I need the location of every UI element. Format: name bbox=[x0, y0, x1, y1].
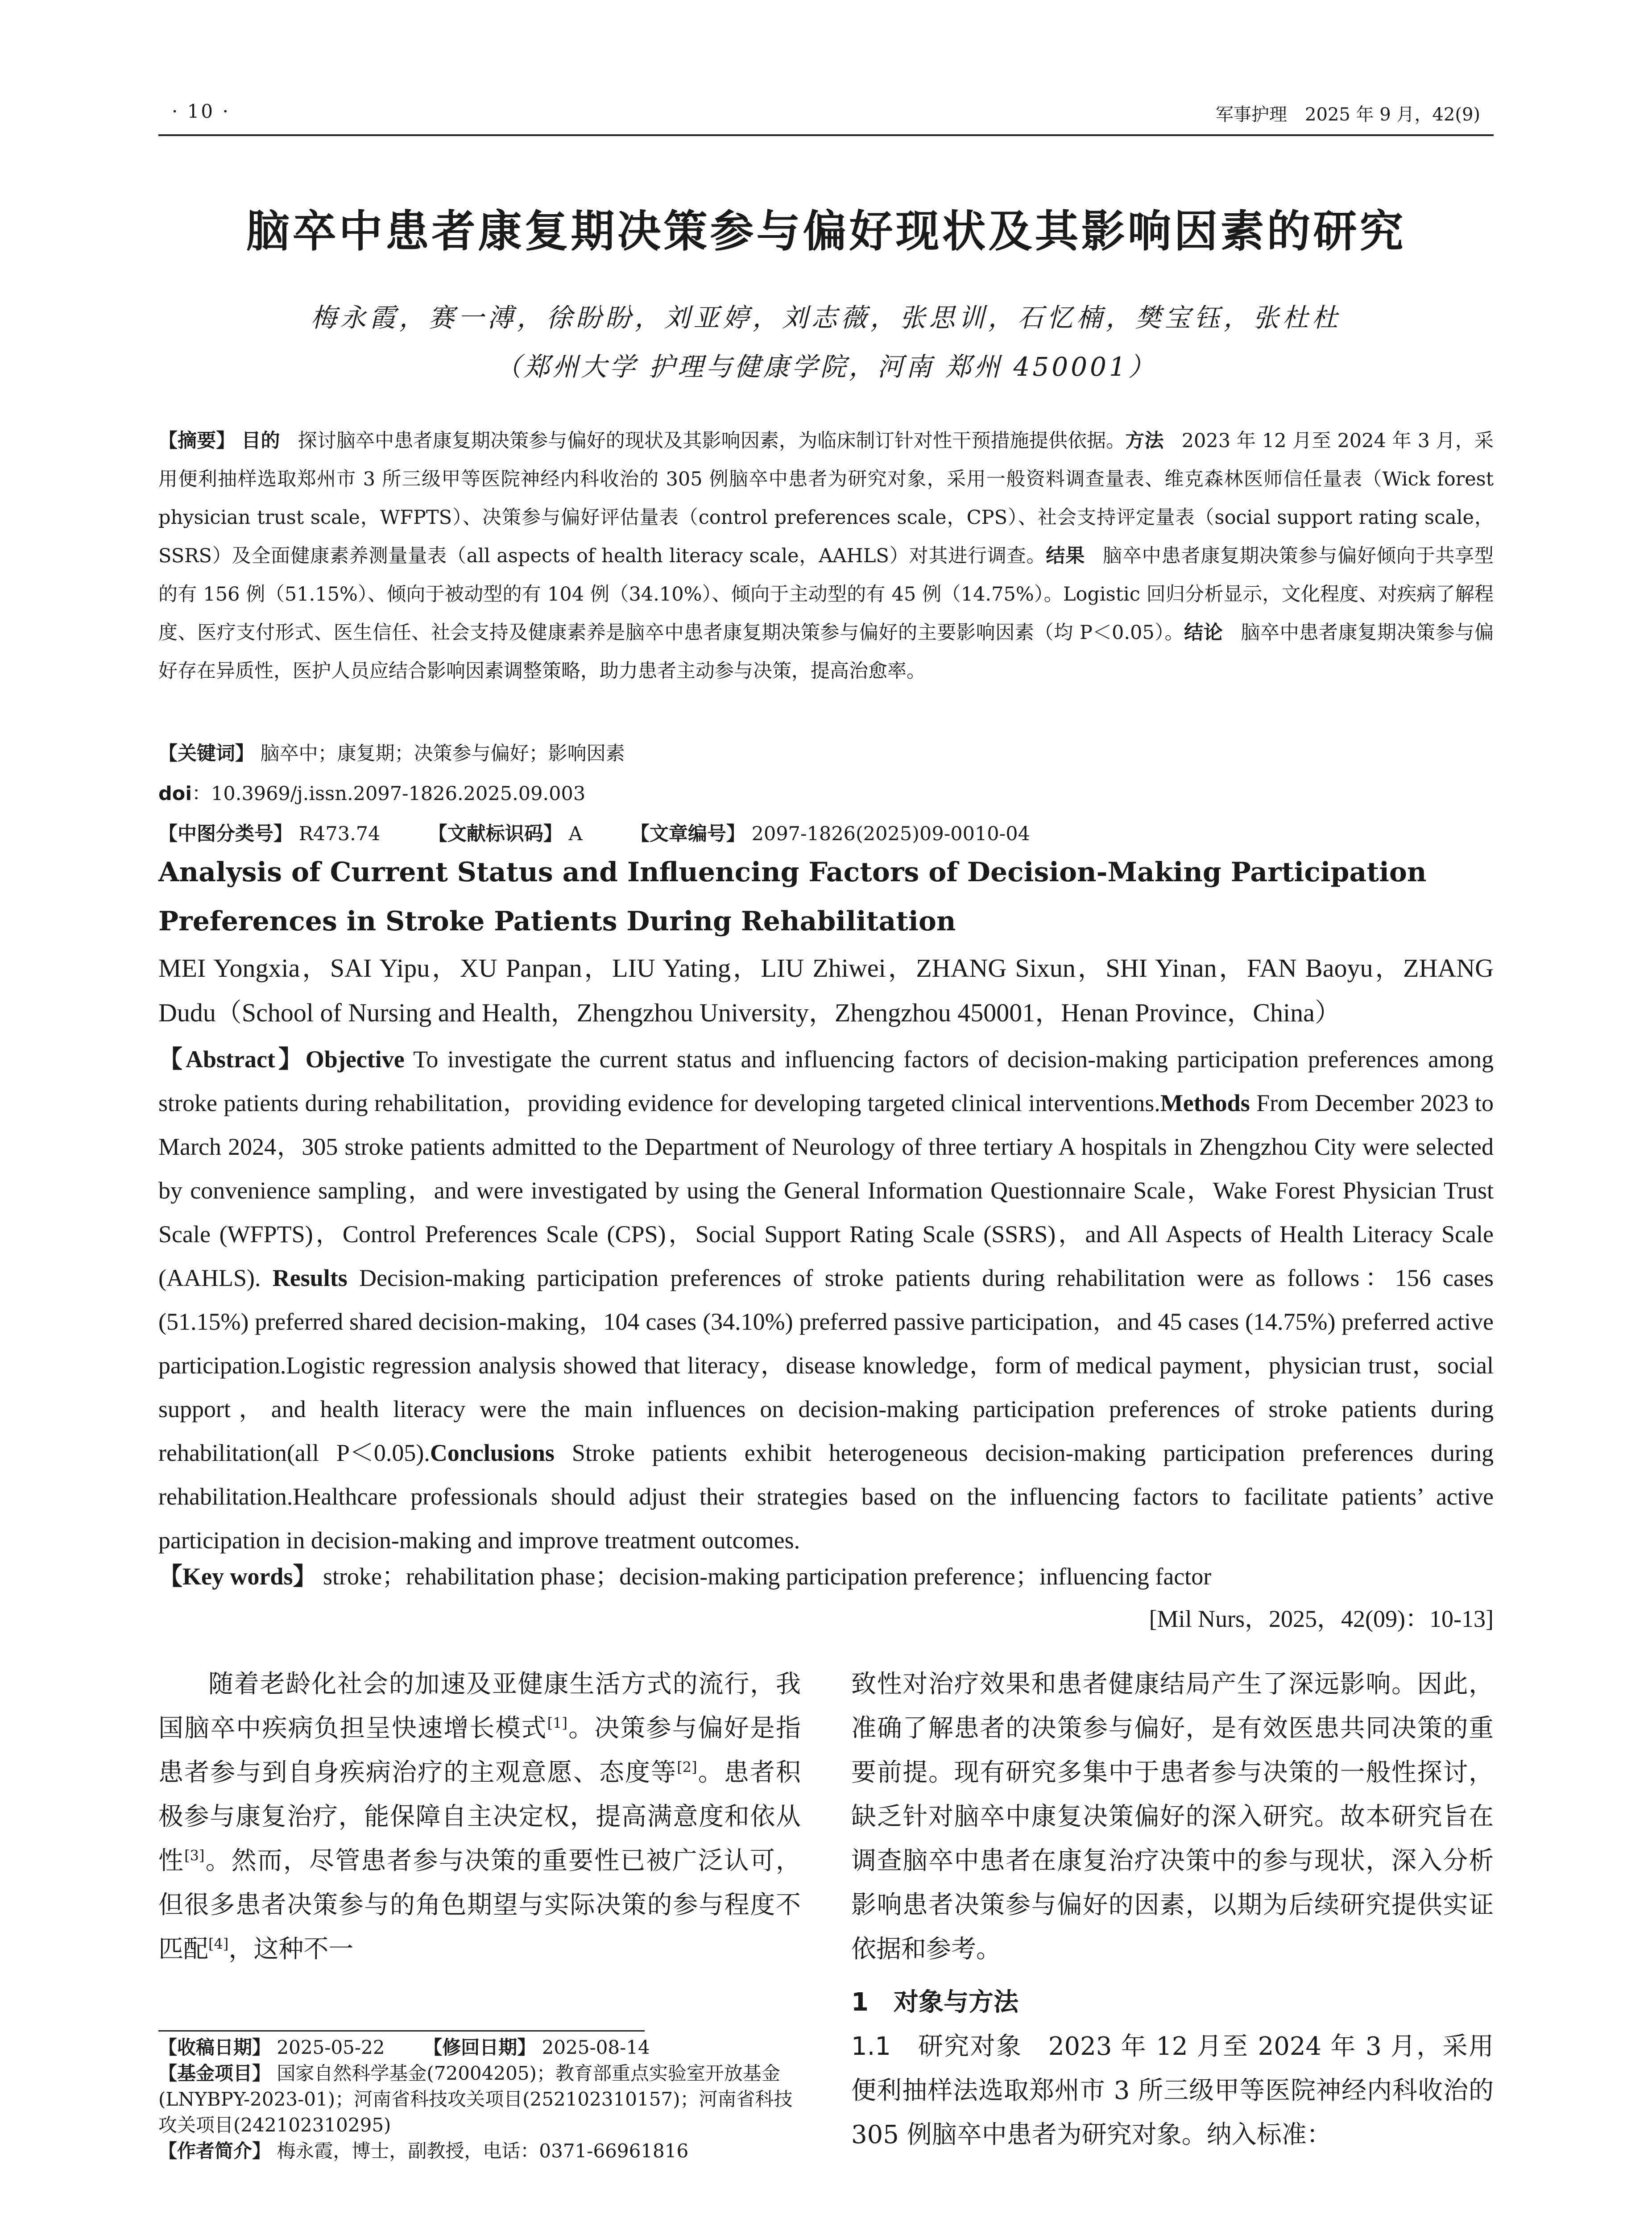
intro-text: 。决策参与偏好是指患者参与到自身疾病治疗的主观意愿、态度等 bbox=[158, 1714, 801, 1787]
objective-text: 探讨脑卒中患者康复期决策参与偏好的现状及其影响因素，为临床制订针对性干预措施提供依据。 bbox=[298, 430, 1126, 452]
keywords-text: 脑卒中；康复期；决策参与偏好；影响因素 bbox=[260, 742, 625, 765]
footnotes bbox=[158, 2035, 801, 2164]
clc-value: R473.74 bbox=[298, 823, 381, 845]
intro-text: 随着老龄化社会的加速及亚健康生活方式的流行，我国脑卒中疾病负担呈快速增长模式 bbox=[158, 1670, 801, 1743]
subsection-text: 2023 年 12 月至 2024 年 3 月，采用便利抽样法选取郑州市 3 所三级甲等医院神经内科收治的 305 例脑卒中患者为研究对象。纳入标准： bbox=[851, 2032, 1494, 2149]
author-bio-label: 【作者简介】 bbox=[158, 2140, 271, 2162]
intro-text: 。然而，尽管患者参与决策的重要性已被广泛认可，但很多患者决策参与的角色期望与实际决策的参与程度不匹配 bbox=[158, 1846, 801, 1964]
abstract-label: 【摘要】 bbox=[158, 430, 236, 452]
clc-label: 【中图分类号】 bbox=[158, 823, 293, 845]
received-label: 【收稿日期】 bbox=[158, 2036, 271, 2058]
en-abstract-label: 【Abstract】 bbox=[158, 1046, 306, 1073]
en-results-label: Results bbox=[272, 1265, 348, 1291]
conclusion-label: 结论 bbox=[1184, 622, 1223, 644]
doc-code-label: 【文献标识码】 bbox=[428, 823, 563, 845]
ref-3[interactable]: [3] bbox=[184, 1847, 205, 1864]
date-line bbox=[158, 2035, 801, 2061]
citation: [Mil Nurs，2025，42(09)：10-13] bbox=[1149, 1605, 1494, 1632]
en-methods-label: Methods bbox=[1160, 1090, 1250, 1116]
author-bio-line bbox=[158, 2138, 801, 2164]
intro-text: 。患者积极参与康复治疗，能保障自主决定权，提高满意度和依从性 bbox=[158, 1758, 801, 1875]
english-authors: MEI Yongxia，SAI Yipu，XU Panpan，LIU Yating，LIU Zhiwei，ZHANG Sixun，SHI Yinan，FAN Baoyu，ZHANG Dudu（School of Nursing and Health，Zhengzhou University，Zhengzhou 450001，Henan Province，China） bbox=[158, 954, 1494, 1027]
english-title: Analysis of Current Status and Influencing Factors of Decision-Making Participation Preferences in Stroke Patients During Rehabilitation bbox=[158, 857, 1427, 937]
en-results-text: Decision-making participation preferences of stroke patients during rehabilitation were as follows：156 cases (51.15%) preferred shared decision-making，104 cases (34.10%) preferred passive participation，and 45 cases (14.75%) preferred active participation.Logistic regression analysis showed that literacy，disease knowledge，form of medical payment，physician trust，social support，and health literacy were the main influences on decision-making participation preferences of stroke patients during rehabilitation(all P＜0.05). bbox=[158, 1265, 1494, 1466]
doi-label: doi bbox=[158, 783, 192, 805]
keywords-line bbox=[158, 738, 1494, 766]
fund-text: 国家自然科学基金(72004205)；教育部重点实验室开放基金(LNYBPY-2023-01)；河南省科技攻关项目(252102310157)；河南省科技攻关项目(242102310295) bbox=[158, 2062, 793, 2136]
author-bio-text: 梅永霞，博士，副教授，电话：0371-66961816 bbox=[277, 2140, 689, 2162]
english-keywords bbox=[158, 1557, 1494, 1592]
en-methods-text: From December 2023 to March 2024，305 stroke patients admitted to the Department of Neurology of three tertiary A hospitals in Zhengzhou City were selected by convenience sampling，and were investigated by using the General Information Questionnaire Scale，Wake Forest Physician Trust Scale (WFPTS)，Control Preferences Scale (CPS)，Social Support Rating Scale (SSRS)，and All Aspects of Health Literacy Scale (AAHLS). bbox=[158, 1090, 1494, 1291]
results-text: 脑卒中患者康复期决策参与偏好倾向于共享型的有 156 例（51.15%）、倾向于被动型的有 104 例（34.10%）、倾向于主动型的有 45 例（14.75%）。Logistic 回归分析显示，文化程度、对疾病了解程度、医疗支付形式、医生信任、社会支持及健康素养是脑卒中患者康复期决策参与偏好的主要影响因素（均 P＜0.05）。 bbox=[158, 545, 1494, 644]
en-conclusion-text: Stroke patients exhibit heterogeneous decision-making participation preferences during rehabilitation.Healthcare professionals should adjust their strategies based on the influencing factors to facilitate patients’ active participation in decision-making and improve treatment outcomes. bbox=[158, 1439, 1494, 1554]
section-heading: 1 对象与方法 bbox=[851, 1988, 1019, 2017]
body-column-right bbox=[851, 1662, 1494, 2157]
affiliation: （郑州大学 护理与健康学院，河南 郑州 450001） bbox=[495, 352, 1157, 382]
en-objective-text: To investigate the current status and influencing factors of decision-making participation preferences among stroke patients during rehabilitation，providing evidence for developing targeted clinical interventions. bbox=[158, 1046, 1494, 1116]
subsection-heading: 1.1 研究对象 bbox=[851, 2032, 1023, 2061]
keywords-label: 【关键词】 bbox=[158, 742, 254, 765]
article-number-label: 【文章编号】 bbox=[630, 823, 745, 845]
running-head bbox=[158, 96, 1494, 136]
page-number: · 10 · bbox=[172, 100, 230, 122]
doc-code-value: A bbox=[568, 823, 583, 845]
journal-info: 军事护理 2025 年 9 月，42(9) bbox=[1216, 104, 1480, 125]
doi-text[interactable]: ：10.3969/j.issn.2097-1826.2025.09.003 bbox=[192, 783, 586, 805]
article-number-value: 2097-1826(2025)09-0010-04 bbox=[751, 823, 1030, 845]
objective-label: 目的 bbox=[241, 430, 280, 452]
body-column-left bbox=[158, 1662, 801, 1971]
ref-2[interactable]: [2] bbox=[677, 1758, 697, 1776]
en-keywords-label: 【Key words】 bbox=[158, 1563, 317, 1590]
subsection-paragraph bbox=[851, 2024, 1494, 2157]
received-date: 2025-05-22 bbox=[277, 2036, 385, 2058]
ref-1[interactable]: [1] bbox=[547, 1714, 567, 1732]
en-conclusion-label: Conclusions bbox=[430, 1439, 555, 1466]
english-abstract bbox=[158, 1037, 1494, 1562]
fund-line bbox=[158, 2061, 801, 2138]
intro-paragraph bbox=[158, 1662, 801, 1971]
fund-label: 【基金项目】 bbox=[158, 2062, 271, 2084]
intro-text: ，这种不一 bbox=[228, 1935, 354, 1964]
results-label: 结果 bbox=[1046, 545, 1085, 567]
intro-continued: 致性对治疗效果和患者健康结局产生了深远影响。因此，准确了解患者的决策参与偏好，是有效医患共同决策的重要前提。现有研究多集中于患者参与决策的一般性探讨，缺乏针对脑卒中康复决策偏好的深入研究。故本研究旨在调查脑卒中患者在康复治疗决策中的参与现状，深入分析影响患者决策参与偏好的因素，以期为后续研究提供实证依据和参考。 bbox=[851, 1670, 1494, 1964]
doi-line bbox=[158, 779, 1494, 806]
methods-text: 2023 年 12 月至 2024 年 3 月，采用便利抽样选取郑州市 3 所三级甲等医院神经内科收治的 305 例脑卒中患者为研究对象，采用一般资料调查量表、维克森林医师信任量表（Wick forest physician trust scale，WFPTS）、决策参与偏好评估量表（control preferences scale，CPS）、社会支持评定量表（social support rating scale，SSRS）及全面健康素养测量量表（all aspects of health literacy scale，AAHLS）对其进行调查。 bbox=[158, 430, 1494, 567]
en-objective-label: Objective bbox=[305, 1046, 405, 1073]
paper-title: 脑卒中患者康复期决策参与偏好现状及其影响因素的研究 bbox=[246, 206, 1406, 257]
methods-label: 方法 bbox=[1125, 430, 1164, 452]
en-keywords-text: stroke；rehabilitation phase；decision-making participation preference；influencing factor bbox=[323, 1563, 1212, 1590]
chinese-abstract bbox=[158, 422, 1494, 690]
revised-date: 2025-08-14 bbox=[542, 2036, 650, 2058]
conclusion-text: 脑卒中患者康复期决策参与偏好存在异质性，医护人员应结合影响因素调整策略，助力患者主动参与决策，提高治愈率。 bbox=[158, 622, 1494, 682]
revised-label: 【修回日期】 bbox=[423, 2036, 536, 2058]
author-list: 梅永霞，赛一溥，徐盼盼，刘亚婷，刘志薇，张思训，石忆楠，樊宝钰，张杜杜 bbox=[311, 303, 1341, 333]
ref-4[interactable]: [4] bbox=[208, 1935, 229, 1953]
classification-line bbox=[158, 819, 1494, 846]
footnote-divider bbox=[158, 2030, 645, 2032]
